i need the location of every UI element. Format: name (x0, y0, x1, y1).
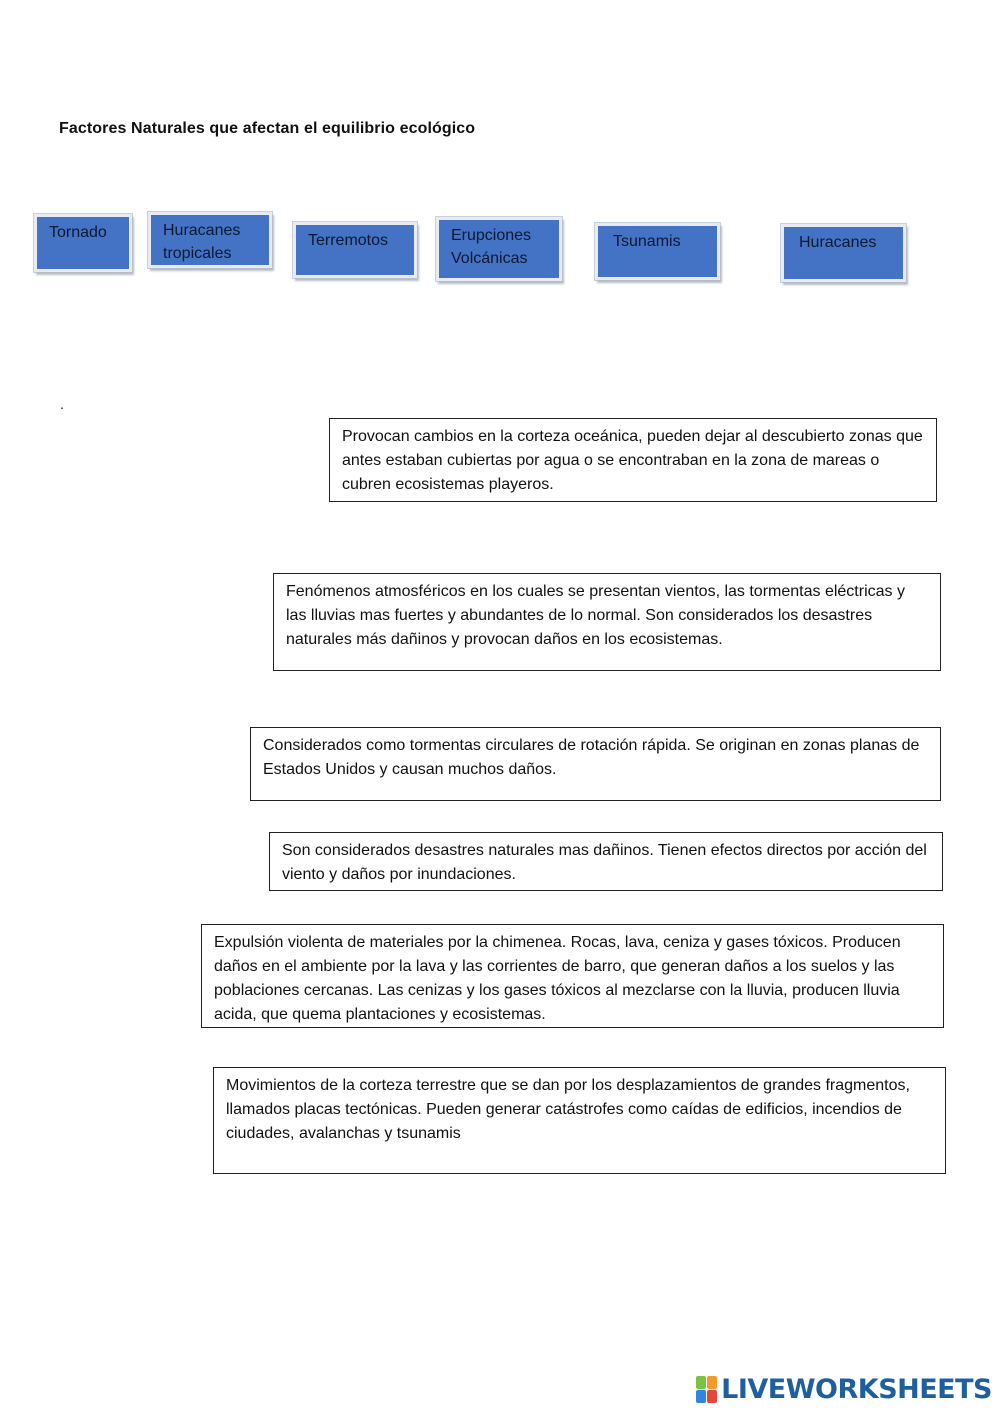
description-box-5[interactable]: Expulsión violenta de materiales por la chimenea. Rocas, lava, ceniza y gases tóxicos. Producen daños en el ambiente por la lava y las corrientes de barro, que generan daños a los suelos y las poblaciones cercanas. Las cenizas y los gases tóxicos al mezclarse con la lluvia, producen lluvia acida, que quema plantaciones y ecosistemas. (201, 924, 944, 1028)
description-box-3[interactable]: Considerados como tormentas circulares de rotación rápida. Se originan en zonas planas de Estados Unidos y causan muchos daños. (250, 727, 941, 801)
option-terremotos[interactable]: Terremotos (293, 222, 417, 278)
page-title: Factores Naturales que afectan el equilibrio ecológico (59, 120, 476, 137)
description-box-4[interactable]: Son considerados desastres naturales mas dañinos. Tienen efectos directos por acción del viento y daños por inundaciones. (269, 832, 943, 891)
option-huracanes-tropicales[interactable]: Huracanes tropicales (148, 212, 272, 268)
option-tsunamis[interactable]: Tsunamis (595, 223, 720, 280)
option-huracanes[interactable]: Huracanes (781, 224, 906, 282)
liveworksheets-logo-icon (696, 1376, 718, 1404)
description-box-1[interactable]: Provocan cambios en la corteza oceánica, pueden dejar al descubierto zonas que antes estaban cubiertas por agua o se encontraban en la zona de mareas o cubren ecosistemas playeros. (329, 418, 937, 502)
stray-dot: . (60, 396, 64, 412)
option-tornado[interactable]: Tornado (34, 214, 132, 272)
brand-logo (696, 1374, 992, 1405)
description-box-6[interactable]: Movimientos de la corteza terrestre que se dan por los desplazamientos de grandes fragmentos, llamados placas tectónicas. Pueden generar catástrofes como caídas de edificios, incendios de ciudades, avalanchas y tsunamis (213, 1067, 946, 1174)
description-box-2[interactable]: Fenómenos atmosféricos en los cuales se presentan vientos, las tormentas eléctricas y las lluvias mas fuertes y abundantes de lo normal. Son considerados los desastres naturales más dañinos y provocan daños en los ecosistemas. (273, 573, 941, 671)
option-erupciones-volcanicas[interactable]: Erupciones Volcánicas (436, 217, 562, 281)
brand-name: LIVEWORKSHEETS (721, 1374, 992, 1405)
